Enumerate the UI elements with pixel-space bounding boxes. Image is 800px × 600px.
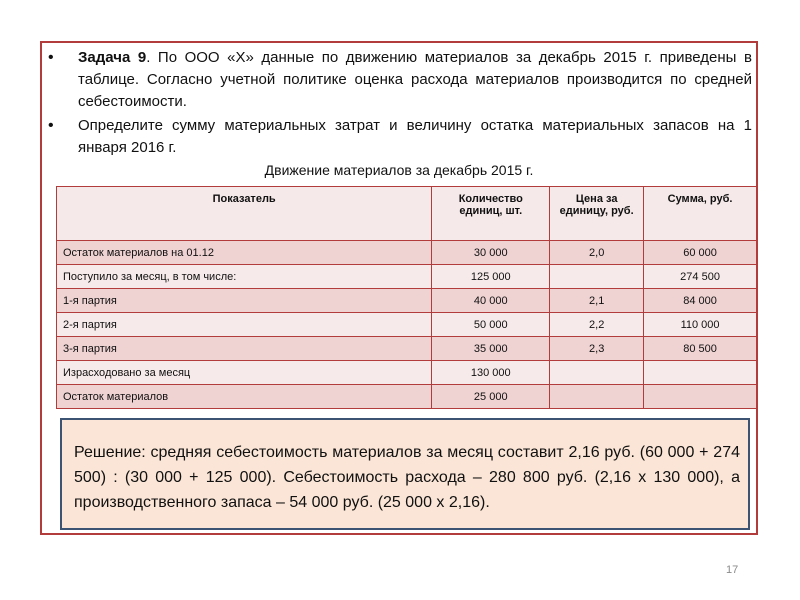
row-label: Израсходовано за месяц: [57, 361, 432, 385]
header-price: Цена за единицу, руб.: [550, 187, 644, 241]
row-quantity: 125 000: [432, 265, 550, 289]
row-label: 3-я партия: [57, 337, 432, 361]
row-quantity: 40 000: [432, 289, 550, 313]
table-row: [57, 385, 757, 409]
table-row: [57, 361, 757, 385]
row-quantity: 25 000: [432, 385, 550, 409]
row-quantity: 35 000: [432, 337, 550, 361]
task-text: . По ООО «Х» данные по движению материалов за декабрь 2015 г. приведены в таблице. Согласно учетной политике оценка расхода материалов производится по средней себестоимости.: [78, 49, 752, 110]
row-label: 2-я партия: [57, 313, 432, 337]
row-sum: 84 000: [644, 289, 757, 313]
task-description: [48, 47, 756, 113]
table-row: [57, 289, 757, 313]
row-sum: [644, 385, 757, 409]
row-quantity: 30 000: [432, 241, 550, 265]
task-question: • Определите сумму материальных затрат и величину остатка материальных запасов на 1 января 2016 г.: [48, 115, 756, 159]
row-label: Остаток материалов на 01.12: [57, 241, 432, 265]
page-number: 17: [726, 564, 739, 576]
table-row: [57, 313, 757, 337]
table-row: [57, 265, 757, 289]
table-row: [57, 241, 757, 265]
row-price: [550, 385, 644, 409]
row-label: 1-я партия: [57, 289, 432, 313]
row-label: Остаток материалов: [57, 385, 432, 409]
row-price: 2,0: [550, 241, 644, 265]
header-indicator: Показатель: [57, 187, 432, 241]
table-header-row: [57, 187, 757, 241]
row-price: 2,1: [550, 289, 644, 313]
row-sum: 80 500: [644, 337, 757, 361]
row-sum: 274 500: [644, 265, 757, 289]
table-caption: Движение материалов за декабрь 2015 г.: [264, 162, 534, 178]
header-sum: Сумма, руб.: [644, 187, 757, 241]
row-sum: 60 000: [644, 241, 757, 265]
materials-table: [56, 186, 757, 409]
row-sum: 110 000: [644, 313, 757, 337]
header-quantity: Количество единиц, шт.: [432, 187, 550, 241]
task-title: Задача 9: [78, 49, 147, 66]
row-label: Поступило за месяц, в том числе:: [57, 265, 432, 289]
row-quantity: 130 000: [432, 361, 550, 385]
solution-box: Решение: средняя себестоимость материалов за месяц составит 2,16 руб. (60 000 + 274 500) : (30 000 + 125 000). Себестоимость расхода – 280 800 руб. (2,16 x 130 000), а производственного запаса – 54 000 руб. (25 000 х 2,16).: [60, 418, 750, 530]
row-sum: [644, 361, 757, 385]
row-quantity: 50 000: [432, 313, 550, 337]
row-price: 2,2: [550, 313, 644, 337]
row-price: [550, 361, 644, 385]
task-bullets: [48, 47, 756, 161]
row-price: [550, 265, 644, 289]
table-row: [57, 337, 757, 361]
row-price: 2,3: [550, 337, 644, 361]
